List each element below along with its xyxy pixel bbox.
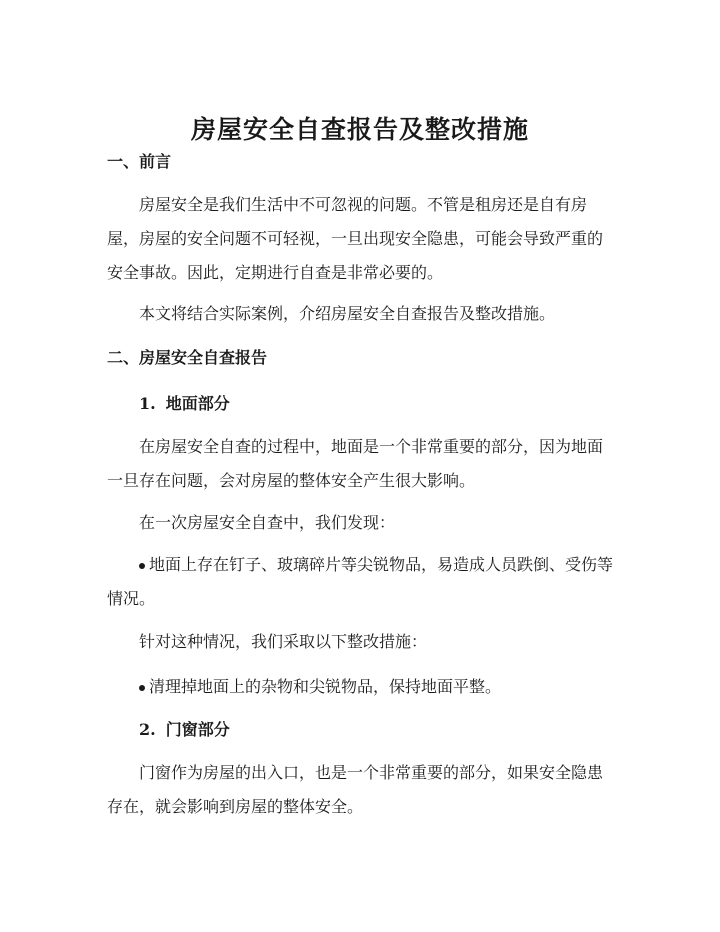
subsection-title: 地面部分 [165, 394, 230, 413]
section-heading-preface: 一、前言 [107, 152, 172, 171]
section-heading-self-check-report: 二、房屋安全自查报告 [107, 348, 268, 367]
subsection-heading-floor [107, 392, 613, 416]
floor-paragraph-1: 在房屋安全自查的过程中，地面是一个非常重要的部分，因为地面一旦存在问题，会对房屋的整体安全产生很大影响。 [107, 437, 604, 490]
preface-paragraph-2: 本文将结合实际案例，介绍房屋安全自查报告及整改措施。 [139, 304, 556, 323]
floor-paragraph-3: 针对这种情况，我们采取以下整改措施： [139, 632, 428, 651]
bullet-icon [139, 685, 145, 691]
bullet-icon [139, 563, 145, 569]
subsection-number: 2. [139, 720, 156, 739]
floor-paragraph-2: 在一次房屋安全自查中，我们发现： [139, 513, 396, 532]
document-title: 房屋安全自查报告及整改措施 [190, 115, 529, 144]
preface-paragraph-1: 房屋安全是我们生活中不可忽视的问题。不管是租房还是自有房屋，房屋的安全问题不可轻视，一旦出现安全隐患，可能会导致严重的安全事故。因此，定期进行自查是非常必要的。 [107, 195, 604, 282]
floor-bullet-2-text: 清理掉地面上的杂物和尖锐物品，保持地面平整。 [149, 677, 502, 696]
floor-bullet-1-text: 地面上存在钉子、玻璃碎片等尖锐物品，易造成人员跌倒、受伤等情况。 [107, 555, 614, 608]
doors-windows-paragraph-1: 门窗作为房屋的出入口，也是一个非常重要的部分，如果安全隐患存在，就会影响到房屋的整体安全。 [107, 763, 604, 816]
subsection-heading-doors-windows [107, 718, 613, 742]
floor-bullet-1 [107, 548, 613, 616]
floor-bullet-2 [107, 670, 613, 704]
subsection-title: 门窗部分 [165, 720, 230, 739]
subsection-number: 1. [139, 394, 156, 413]
